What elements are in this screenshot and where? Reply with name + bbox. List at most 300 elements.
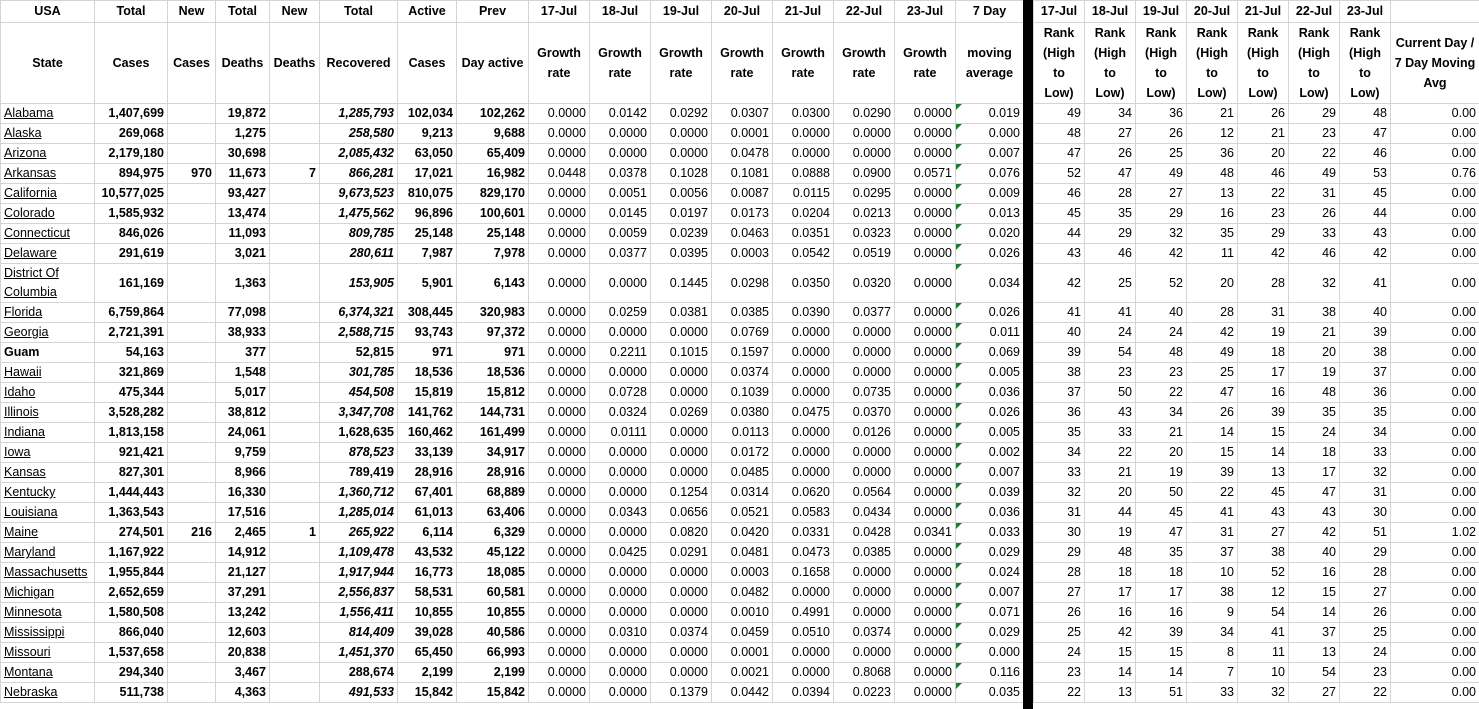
- growth-rate-cell: 0.0204: [773, 204, 834, 224]
- rank-cell: 19: [1136, 463, 1187, 483]
- growth-rate-cell: 0.0521: [712, 503, 773, 523]
- moving-average-cell: 0.013: [956, 204, 1024, 224]
- new-cases-cell: [168, 104, 216, 124]
- moving-average-cell: 0.007: [956, 463, 1024, 483]
- table-row: [1, 383, 1024, 403]
- growth-rate-cell: 0.0010: [712, 603, 773, 623]
- growth-rate-cell: 0.0000: [895, 303, 956, 323]
- rank-cell: 22: [1289, 144, 1340, 164]
- rank-cell: 17: [1085, 583, 1136, 603]
- rank-table: [1033, 0, 1479, 703]
- growth-rate-cell: 0.0374: [712, 363, 773, 383]
- current-day-ratio-cell: 0.00: [1391, 463, 1479, 483]
- rank-cell: 41: [1238, 623, 1289, 643]
- state-link[interactable]: Connecticut: [1, 224, 95, 244]
- rank-cell: 16: [1187, 204, 1238, 224]
- growth-rate-cell: 0.0000: [590, 603, 651, 623]
- prev-active-cell: 144,731: [457, 403, 529, 423]
- growth-rate-cell: 0.0000: [895, 463, 956, 483]
- new-cases-cell: [168, 383, 216, 403]
- column-header: Growth rate: [529, 23, 590, 104]
- rank-row: [1034, 303, 1479, 323]
- moving-average-cell: 0.029: [956, 543, 1024, 563]
- rank-cell: 38: [1238, 543, 1289, 563]
- rank-cell: 38: [1289, 303, 1340, 323]
- total-cases-cell: 827,301: [95, 463, 168, 483]
- rank-cell: 29: [1034, 543, 1085, 563]
- total-deaths-cell: 12,603: [216, 623, 270, 643]
- prev-active-cell: 40,586: [457, 623, 529, 643]
- active-cases-cell: 7,987: [398, 244, 457, 264]
- rank-cell: 37: [1340, 363, 1391, 383]
- rank-cell: 34: [1136, 403, 1187, 423]
- growth-rate-cell: 0.0051: [590, 184, 651, 204]
- total-cases-cell: 2,179,180: [95, 144, 168, 164]
- prev-active-cell: 97,372: [457, 323, 529, 343]
- state-link[interactable]: Alabama: [1, 104, 95, 124]
- rank-cell: 25: [1340, 623, 1391, 643]
- recovered-cell: 280,611: [320, 244, 398, 264]
- prev-active-cell: 10,855: [457, 603, 529, 623]
- header-row: [1034, 23, 1479, 104]
- growth-rate-cell: 0.0000: [590, 563, 651, 583]
- prev-active-cell: 320,983: [457, 303, 529, 323]
- state-link[interactable]: Kansas: [1, 463, 95, 483]
- growth-rate-cell: 0.0000: [590, 583, 651, 603]
- growth-rate-cell: 0.0000: [895, 363, 956, 383]
- column-header: Total: [216, 1, 270, 23]
- growth-rate-cell: 0.0000: [651, 363, 712, 383]
- table-row: [1, 623, 1024, 643]
- total-cases-cell: 1,813,158: [95, 423, 168, 443]
- growth-rate-cell: 0.0378: [590, 164, 651, 184]
- rank-cell: 44: [1085, 503, 1136, 523]
- total-cases-cell: 1,585,932: [95, 204, 168, 224]
- rank-cell: 10: [1238, 663, 1289, 683]
- rank-cell: 18: [1085, 563, 1136, 583]
- rank-cell: 10: [1187, 563, 1238, 583]
- growth-rate-cell: 0.0000: [895, 124, 956, 144]
- total-cases-cell: 511,738: [95, 683, 168, 703]
- rank-cell: 47: [1034, 144, 1085, 164]
- total-deaths-cell: 8,966: [216, 463, 270, 483]
- total-cases-cell: 54,163: [95, 343, 168, 363]
- column-header: Deaths: [216, 23, 270, 104]
- prev-active-cell: 63,406: [457, 503, 529, 523]
- column-header: Growth rate: [773, 23, 834, 104]
- column-header: 18-Jul: [590, 1, 651, 23]
- total-deaths-cell: 4,363: [216, 683, 270, 703]
- state-link[interactable]: Arkansas: [1, 164, 95, 184]
- growth-rate-cell: 0.0442: [712, 683, 773, 703]
- growth-rate-cell: 0.0000: [590, 643, 651, 663]
- total-cases-cell: 291,619: [95, 244, 168, 264]
- growth-rate-cell: 0.4991: [773, 603, 834, 623]
- state-link[interactable]: Florida: [1, 303, 95, 323]
- new-deaths-cell: [270, 204, 320, 224]
- growth-rate-cell: 0.0000: [773, 663, 834, 683]
- new-cases-cell: [168, 583, 216, 603]
- rank-cell: 47: [1340, 124, 1391, 144]
- new-deaths-cell: [270, 443, 320, 463]
- rank-cell: 41: [1034, 303, 1085, 323]
- rank-cell: 48: [1340, 104, 1391, 124]
- moving-average-cell: 0.034: [956, 264, 1024, 303]
- moving-average-cell: 0.002: [956, 443, 1024, 463]
- total-deaths-cell: 77,098: [216, 303, 270, 323]
- total-cases-cell: 274,501: [95, 523, 168, 543]
- column-header: 18-Jul: [1085, 1, 1136, 23]
- recovered-cell: 1,917,944: [320, 563, 398, 583]
- new-cases-cell: 216: [168, 523, 216, 543]
- new-deaths-cell: [270, 603, 320, 623]
- growth-rate-cell: 0.0000: [590, 323, 651, 343]
- growth-rate-cell: 0.0769: [712, 323, 773, 343]
- rank-cell: 54: [1085, 343, 1136, 363]
- rank-row: [1034, 124, 1479, 144]
- rank-row: [1034, 623, 1479, 643]
- rank-cell: 14: [1289, 603, 1340, 623]
- state-link[interactable]: California: [1, 184, 95, 204]
- prev-active-cell: 7,978: [457, 244, 529, 264]
- growth-rate-cell: 0.0000: [651, 563, 712, 583]
- growth-rate-cell: 0.0395: [651, 244, 712, 264]
- column-header: New: [168, 1, 216, 23]
- new-deaths-cell: [270, 423, 320, 443]
- rank-cell: 39: [1136, 623, 1187, 643]
- growth-rate-cell: 0.0620: [773, 483, 834, 503]
- growth-rate-cell: 0.0000: [590, 463, 651, 483]
- rank-cell: 38: [1340, 343, 1391, 363]
- moving-average-cell: 0.035: [956, 683, 1024, 703]
- growth-rate-cell: 0.0115: [773, 184, 834, 204]
- state-link[interactable]: Montana: [1, 663, 95, 683]
- current-day-ratio-cell: 0.00: [1391, 343, 1479, 363]
- growth-rate-cell: 0.0087: [712, 184, 773, 204]
- rank-cell: 23: [1340, 663, 1391, 683]
- growth-rate-cell: 0.1254: [651, 483, 712, 503]
- table-row: [1, 423, 1024, 443]
- growth-rate-cell: 0.0290: [834, 104, 895, 124]
- rank-cell: 28: [1340, 563, 1391, 583]
- rank-cell: 47: [1187, 383, 1238, 403]
- growth-rate-cell: 0.0000: [773, 463, 834, 483]
- growth-rate-cell: 0.0113: [712, 423, 773, 443]
- rank-cell: 20: [1289, 343, 1340, 363]
- rank-cell: 28: [1238, 264, 1289, 303]
- rank-cell: 14: [1238, 443, 1289, 463]
- state-link[interactable]: Illinois: [1, 403, 95, 423]
- growth-rate-cell: 0.0000: [529, 463, 590, 483]
- total-deaths-cell: 38,812: [216, 403, 270, 423]
- table-row: [1, 363, 1024, 383]
- recovered-cell: 454,508: [320, 383, 398, 403]
- rank-cell: 43: [1289, 503, 1340, 523]
- column-header: State: [1, 23, 95, 104]
- growth-rate-cell: 0.0213: [834, 204, 895, 224]
- active-cases-cell: 102,034: [398, 104, 457, 124]
- recovered-cell: 1,109,478: [320, 543, 398, 563]
- rank-cell: 32: [1136, 224, 1187, 244]
- state-link[interactable]: Arizona: [1, 144, 95, 164]
- new-deaths-cell: [270, 683, 320, 703]
- rank-cell: 23: [1136, 363, 1187, 383]
- rank-cell: 31: [1187, 523, 1238, 543]
- growth-rate-cell: 0.1039: [712, 383, 773, 403]
- growth-rate-cell: 0.0021: [712, 663, 773, 683]
- total-deaths-cell: 3,467: [216, 663, 270, 683]
- rank-cell: 16: [1238, 383, 1289, 403]
- table-row: [1, 164, 1024, 184]
- rank-cell: 40: [1034, 323, 1085, 343]
- rank-cell: 32: [1340, 463, 1391, 483]
- growth-rate-cell: 0.0000: [834, 144, 895, 164]
- prev-active-cell: 16,982: [457, 164, 529, 184]
- new-cases-cell: [168, 303, 216, 323]
- growth-rate-cell: 0.0000: [895, 603, 956, 623]
- growth-rate-cell: 0.0000: [895, 383, 956, 403]
- moving-average-cell: 0.011: [956, 323, 1024, 343]
- rank-cell: 27: [1289, 683, 1340, 703]
- state-link[interactable]: District Of Columbia: [1, 264, 95, 303]
- total-deaths-cell: 9,759: [216, 443, 270, 463]
- state-link[interactable]: Nebraska: [1, 683, 95, 703]
- state-link[interactable]: Georgia: [1, 323, 95, 343]
- rank-cell: 54: [1238, 603, 1289, 623]
- column-header: Growth rate: [712, 23, 773, 104]
- growth-rate-cell: 0.0000: [529, 403, 590, 423]
- state-link[interactable]: Michigan: [1, 583, 95, 603]
- state-link[interactable]: Massachusetts: [1, 563, 95, 583]
- current-day-ratio-cell: 0.00: [1391, 323, 1479, 343]
- table-row: [1, 463, 1024, 483]
- growth-rate-cell: 0.0000: [773, 443, 834, 463]
- rank-cell: 29: [1136, 204, 1187, 224]
- rank-cell: 20: [1085, 483, 1136, 503]
- growth-rate-cell: 0.0351: [773, 224, 834, 244]
- state-link[interactable]: Guam: [1, 343, 95, 363]
- growth-rate-cell: 0.0320: [834, 264, 895, 303]
- rank-row: [1034, 523, 1479, 543]
- rank-cell: 31: [1340, 483, 1391, 503]
- state-link[interactable]: Missouri: [1, 643, 95, 663]
- growth-rate-cell: 0.8068: [834, 663, 895, 683]
- total-cases-cell: 475,344: [95, 383, 168, 403]
- rank-cell: 50: [1085, 383, 1136, 403]
- state-link[interactable]: Alaska: [1, 124, 95, 144]
- rank-cell: 49: [1034, 104, 1085, 124]
- rank-cell: 20: [1187, 264, 1238, 303]
- growth-rate-cell: 0.0269: [651, 403, 712, 423]
- recovered-cell: 1,556,411: [320, 603, 398, 623]
- total-deaths-cell: 21,127: [216, 563, 270, 583]
- current-day-ratio-cell: 0.00: [1391, 583, 1479, 603]
- growth-rate-cell: 0.0259: [590, 303, 651, 323]
- growth-rate-cell: 0.0111: [590, 423, 651, 443]
- rank-cell: 44: [1340, 204, 1391, 224]
- column-header: Day active: [457, 23, 529, 104]
- rank-cell: 31: [1289, 184, 1340, 204]
- new-deaths-cell: [270, 363, 320, 383]
- rank-cell: 27: [1340, 583, 1391, 603]
- growth-rate-cell: 0.0000: [834, 323, 895, 343]
- active-cases-cell: 141,762: [398, 403, 457, 423]
- rank-row: [1034, 443, 1479, 463]
- recovered-cell: 814,409: [320, 623, 398, 643]
- rank-cell: 27: [1034, 583, 1085, 603]
- current-day-ratio-cell: 0.00: [1391, 224, 1479, 244]
- table-row: [1, 303, 1024, 323]
- table-row: [1, 543, 1024, 563]
- active-cases-cell: 61,013: [398, 503, 457, 523]
- growth-rate-cell: 0.0000: [590, 523, 651, 543]
- table-row: [1, 563, 1024, 583]
- column-header: Cases: [95, 23, 168, 104]
- prev-active-cell: 68,889: [457, 483, 529, 503]
- rank-cell: 29: [1085, 224, 1136, 244]
- state-link[interactable]: Louisiana: [1, 503, 95, 523]
- current-day-ratio-cell: 0.00: [1391, 543, 1479, 563]
- column-header: Rank (High to Low): [1289, 23, 1340, 104]
- new-deaths-cell: [270, 383, 320, 403]
- rank-cell: 16: [1289, 563, 1340, 583]
- state-link[interactable]: Mississippi: [1, 623, 95, 643]
- rank-cell: 19: [1238, 323, 1289, 343]
- active-cases-cell: 39,028: [398, 623, 457, 643]
- total-deaths-cell: 1,275: [216, 124, 270, 144]
- rank-cell: 18: [1289, 443, 1340, 463]
- rank-cell: 16: [1136, 603, 1187, 623]
- rank-cell: 37: [1289, 623, 1340, 643]
- state-link[interactable]: Delaware: [1, 244, 95, 264]
- state-link[interactable]: Indiana: [1, 423, 95, 443]
- current-day-ratio-cell: 0.00: [1391, 603, 1479, 623]
- current-day-ratio-cell: 0.00: [1391, 663, 1479, 683]
- rank-cell: 27: [1136, 184, 1187, 204]
- growth-rate-cell: 0.0172: [712, 443, 773, 463]
- growth-rate-cell: 0.0000: [529, 204, 590, 224]
- state-link[interactable]: Iowa: [1, 443, 95, 463]
- rank-cell: 19: [1289, 363, 1340, 383]
- growth-rate-cell: 0.0000: [895, 104, 956, 124]
- active-cases-cell: 5,901: [398, 264, 457, 303]
- rank-cell: 52: [1136, 264, 1187, 303]
- new-cases-cell: [168, 244, 216, 264]
- column-header: Cases: [398, 23, 457, 104]
- prev-active-cell: 971: [457, 343, 529, 363]
- state-link[interactable]: Kentucky: [1, 483, 95, 503]
- column-header: Growth rate: [834, 23, 895, 104]
- active-cases-cell: 58,531: [398, 583, 457, 603]
- column-header: Growth rate: [590, 23, 651, 104]
- growth-rate-cell: 0.0000: [895, 583, 956, 603]
- new-deaths-cell: [270, 403, 320, 423]
- growth-rate-cell: 0.0291: [651, 543, 712, 563]
- state-link[interactable]: Hawaii: [1, 363, 95, 383]
- column-header: Growth rate: [895, 23, 956, 104]
- state-link[interactable]: Minnesota: [1, 603, 95, 623]
- column-header: 19-Jul: [1136, 1, 1187, 23]
- growth-rate-cell: 0.0341: [895, 523, 956, 543]
- total-deaths-cell: 19,872: [216, 104, 270, 124]
- new-deaths-cell: [270, 483, 320, 503]
- rank-cell: 25: [1034, 623, 1085, 643]
- total-deaths-cell: 20,838: [216, 643, 270, 663]
- active-cases-cell: 25,148: [398, 224, 457, 244]
- current-day-ratio-cell: 0.00: [1391, 423, 1479, 443]
- growth-rate-cell: 0.0000: [529, 104, 590, 124]
- rank-cell: 38: [1187, 583, 1238, 603]
- growth-rate-cell: 0.0000: [529, 124, 590, 144]
- table-row: [1, 323, 1024, 343]
- recovered-cell: 1,451,370: [320, 643, 398, 663]
- rank-row: [1034, 543, 1479, 563]
- moving-average-cell: 0.009: [956, 184, 1024, 204]
- state-link[interactable]: Colorado: [1, 204, 95, 224]
- rank-cell: 29: [1289, 104, 1340, 124]
- rank-row: [1034, 244, 1479, 264]
- new-cases-cell: [168, 483, 216, 503]
- moving-average-cell: 0.039: [956, 483, 1024, 503]
- growth-rate-cell: 0.0000: [651, 423, 712, 443]
- column-header: New: [270, 1, 320, 23]
- state-link[interactable]: Maine: [1, 523, 95, 543]
- growth-rate-cell: 0.0571: [895, 164, 956, 184]
- moving-average-cell: 0.033: [956, 523, 1024, 543]
- growth-rate-cell: 0.0000: [529, 643, 590, 663]
- new-deaths-cell: [270, 663, 320, 683]
- growth-rate-cell: 0.0390: [773, 303, 834, 323]
- rank-cell: 24: [1289, 423, 1340, 443]
- table-row: [1, 244, 1024, 264]
- table-row: [1, 583, 1024, 603]
- state-link[interactable]: Idaho: [1, 383, 95, 403]
- rank-cell: 14: [1187, 423, 1238, 443]
- new-deaths-cell: [270, 144, 320, 164]
- growth-rate-cell: 0.0482: [712, 583, 773, 603]
- rank-row: [1034, 463, 1479, 483]
- rank-cell: 21: [1136, 423, 1187, 443]
- total-cases-cell: 894,975: [95, 164, 168, 184]
- active-cases-cell: 971: [398, 343, 457, 363]
- growth-rate-cell: 0.0428: [834, 523, 895, 543]
- total-deaths-cell: 377: [216, 343, 270, 363]
- growth-rate-cell: 0.0381: [651, 303, 712, 323]
- growth-rate-cell: 0.0000: [651, 663, 712, 683]
- current-day-ratio-cell: 0.00: [1391, 623, 1479, 643]
- moving-average-cell: 0.036: [956, 503, 1024, 523]
- rank-cell: 21: [1238, 124, 1289, 144]
- rank-cell: 51: [1136, 683, 1187, 703]
- prev-active-cell: 6,329: [457, 523, 529, 543]
- rank-cell: 25: [1085, 264, 1136, 303]
- growth-rate-cell: 0.0000: [529, 443, 590, 463]
- recovered-cell: 2,588,715: [320, 323, 398, 343]
- new-cases-cell: [168, 423, 216, 443]
- growth-rate-cell: 0.1379: [651, 683, 712, 703]
- current-day-ratio-cell: 1.02: [1391, 523, 1479, 543]
- total-deaths-cell: 17,516: [216, 503, 270, 523]
- total-cases-cell: 161,169: [95, 264, 168, 303]
- growth-rate-cell: 0.0000: [529, 523, 590, 543]
- growth-rate-cell: 0.0000: [895, 543, 956, 563]
- total-cases-cell: 3,528,282: [95, 403, 168, 423]
- growth-rate-cell: 0.0292: [651, 104, 712, 124]
- rank-cell: 34: [1187, 623, 1238, 643]
- growth-rate-cell: 0.0126: [834, 423, 895, 443]
- moving-average-cell: 0.024: [956, 563, 1024, 583]
- state-link[interactable]: Maryland: [1, 543, 95, 563]
